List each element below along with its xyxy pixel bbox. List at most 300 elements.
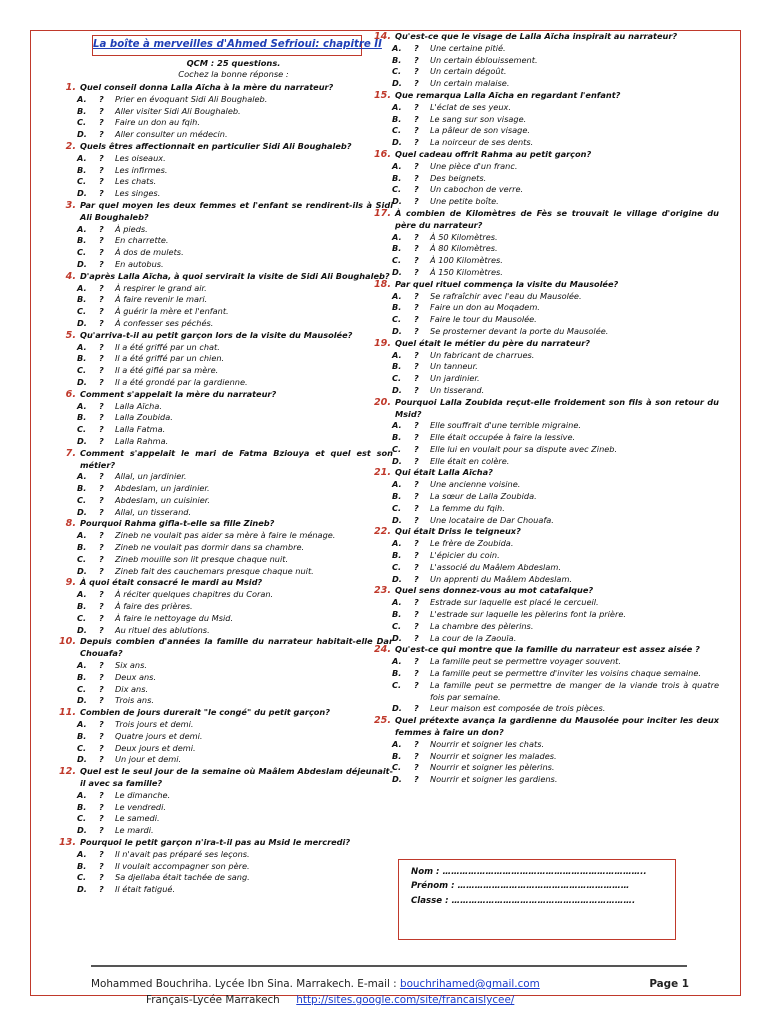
option-text: Une ancienne voisine. — [430, 479, 521, 490]
answer-option[interactable] — [77, 554, 393, 566]
answer-checkbox[interactable]: ? — [414, 502, 419, 513]
answer-checkbox[interactable]: ? — [414, 420, 419, 431]
answer-option[interactable] — [392, 102, 719, 114]
answer-option[interactable] — [392, 385, 719, 397]
answer-checkbox[interactable]: ? — [414, 314, 419, 325]
answer-option[interactable] — [392, 161, 719, 173]
question-11 — [59, 707, 393, 766]
answer-checkbox[interactable]: ? — [99, 506, 104, 517]
answer-checkbox[interactable]: ? — [99, 695, 104, 706]
answer-option[interactable] — [77, 283, 393, 295]
document-title: La boîte à merveilles d'Ahmed Sefrioui: chapitre II — [92, 35, 362, 56]
option-text: Nourrir et soigner les gardiens. — [430, 774, 558, 785]
author-email-link[interactable]: bouchrihamed@gmail.com — [399, 978, 540, 990]
question-14 — [374, 31, 719, 90]
answer-checkbox[interactable]: ? — [414, 703, 419, 714]
question-text: Qui était Lalla Aïcha? — [395, 467, 493, 478]
website-link[interactable]: http://sites.google.com/site/francaislycee/ — [296, 994, 515, 1006]
answer-options — [392, 291, 719, 338]
answer-option[interactable] — [392, 680, 719, 704]
answer-option[interactable] — [392, 173, 719, 185]
answer-checkbox[interactable]: ? — [414, 384, 419, 395]
answer-option[interactable] — [77, 589, 393, 601]
option-letter: D. — [392, 455, 402, 466]
answer-options — [392, 656, 719, 715]
answer-checkbox[interactable]: ? — [99, 117, 104, 128]
answer-checkbox[interactable]: ? — [414, 184, 419, 195]
answer-checkbox[interactable]: ? — [414, 573, 419, 584]
student-identity-box — [398, 859, 676, 940]
answer-option[interactable] — [392, 114, 719, 126]
answer-checkbox[interactable]: ? — [99, 317, 104, 328]
answer-option[interactable] — [77, 719, 393, 731]
option-text: Lalla Fatma. — [115, 424, 166, 435]
answer-option[interactable] — [392, 774, 719, 786]
answer-checkbox[interactable]: ? — [414, 443, 419, 454]
answer-option[interactable] — [77, 813, 393, 825]
answer-option[interactable] — [77, 353, 393, 365]
answer-checkbox[interactable]: ? — [99, 601, 104, 612]
answer-checkbox[interactable]: ? — [414, 42, 419, 53]
answer-option[interactable] — [77, 660, 393, 672]
answer-checkbox[interactable]: ? — [414, 750, 419, 761]
option-text: Elle lui en voulait pour sa dispute avec Zineb. — [430, 443, 618, 454]
answer-checkbox[interactable]: ? — [99, 435, 104, 446]
name-field[interactable]: Nom : …………………………………………………………….. — [411, 867, 647, 877]
answer-option[interactable] — [392, 243, 719, 255]
answer-checkbox[interactable]: ? — [99, 683, 104, 694]
answer-option[interactable] — [392, 267, 719, 279]
answer-option[interactable] — [77, 743, 393, 755]
answer-checkbox[interactable]: ? — [99, 376, 104, 387]
answer-checkbox[interactable]: ? — [99, 660, 104, 671]
question-20 — [374, 396, 719, 468]
option-letter: B. — [392, 550, 402, 561]
question-number: 18. — [374, 278, 391, 290]
option-text: Un apprenti du Maâlem Abdeslam. — [430, 573, 573, 584]
answer-checkbox[interactable]: ? — [99, 365, 104, 376]
answer-option[interactable] — [392, 762, 719, 774]
answer-checkbox[interactable]: ? — [414, 66, 419, 77]
answer-option[interactable] — [392, 515, 719, 527]
option-text: Elle était en colère. — [430, 455, 510, 466]
option-text: En autobus. — [115, 258, 164, 269]
question-text: D'après Lalla Aïcha, à quoi servirait la visite de Sidi Ali Boughaleb? — [80, 270, 390, 281]
question-text: Depuis combien d'années la famille du narrateur habitait-elle Dar Chouafa? — [80, 636, 393, 659]
answer-checkbox[interactable]: ? — [99, 93, 104, 104]
answer-checkbox[interactable]: ? — [414, 172, 419, 183]
firstname-field[interactable]: Prénom : …………………………………………………… — [411, 881, 630, 892]
answer-checkbox[interactable]: ? — [99, 848, 104, 859]
answer-checkbox[interactable]: ? — [99, 258, 104, 269]
option-text: Lalla Zoubida. — [115, 412, 173, 423]
answer-options — [77, 224, 393, 271]
option-text: Deux jours et demi. — [115, 742, 196, 753]
answer-option[interactable] — [77, 731, 393, 743]
answer-checkbox[interactable]: ? — [414, 738, 419, 749]
answer-option[interactable] — [392, 350, 719, 362]
option-letter: D. — [392, 703, 402, 714]
answer-option[interactable] — [392, 43, 719, 55]
option-text: Un fabricant de charrues. — [430, 349, 535, 360]
option-letter: B. — [392, 750, 402, 761]
answer-option[interactable] — [77, 471, 393, 483]
option-letter: C. — [392, 502, 402, 513]
answer-checkbox[interactable]: ? — [414, 455, 419, 466]
question-13 — [59, 837, 393, 896]
answer-checkbox[interactable]: ? — [99, 742, 104, 753]
answer-checkbox[interactable]: ? — [99, 247, 104, 258]
option-text: À faire des prières. — [115, 601, 193, 612]
option-letter: D. — [77, 754, 87, 765]
answer-option[interactable] — [392, 456, 719, 468]
answer-checkbox[interactable]: ? — [414, 160, 419, 171]
answer-checkbox[interactable]: ? — [414, 290, 419, 301]
answer-checkbox[interactable]: ? — [414, 609, 419, 620]
answer-checkbox[interactable]: ? — [99, 825, 104, 836]
option-letter: A. — [77, 400, 87, 411]
answer-checkbox[interactable]: ? — [414, 113, 419, 124]
answer-option[interactable] — [77, 672, 393, 684]
answer-checkbox[interactable]: ? — [414, 78, 419, 89]
answer-checkbox[interactable]: ? — [414, 302, 419, 313]
answer-option[interactable] — [77, 412, 393, 424]
answer-option[interactable] — [77, 542, 393, 554]
option-letter: D. — [77, 884, 87, 895]
option-text: Deux ans. — [115, 671, 157, 682]
question-text: Comment s'appelait le mari de Fatma Bziouya et quel est son métier? — [80, 447, 393, 470]
option-text: À 80 Kilomètres. — [430, 243, 498, 254]
option-text: Zineb mouille son lit presque chaque nuit. — [115, 553, 289, 564]
answer-checkbox[interactable]: ? — [414, 266, 419, 277]
question-number: 13. — [59, 837, 76, 848]
answer-option[interactable] — [392, 751, 719, 763]
question-number: 8. — [65, 518, 76, 530]
option-text: Une pièce d'un franc. — [430, 160, 518, 171]
answer-checkbox[interactable]: ? — [414, 491, 419, 502]
answer-option[interactable] — [392, 703, 719, 715]
answer-option[interactable] — [392, 302, 719, 314]
answer-checkbox[interactable]: ? — [414, 561, 419, 572]
option-text: À 100 Kilomètres. — [430, 255, 503, 266]
option-text: À faire le nettoyage du Msid. — [115, 612, 234, 623]
answer-option[interactable] — [77, 507, 393, 519]
answer-options — [392, 350, 719, 397]
answer-checkbox[interactable]: ? — [99, 129, 104, 140]
answer-checkbox[interactable]: ? — [99, 105, 104, 116]
answer-options — [77, 401, 393, 448]
answer-checkbox[interactable]: ? — [99, 164, 104, 175]
answer-option[interactable] — [77, 495, 393, 507]
answer-option[interactable] — [392, 739, 719, 751]
option-letter: D. — [77, 565, 87, 576]
answer-checkbox[interactable]: ? — [414, 656, 419, 667]
answer-option[interactable] — [77, 790, 393, 802]
answer-checkbox[interactable]: ? — [99, 860, 104, 871]
quiz-instruction: Cochez la bonne réponse : — [178, 69, 289, 79]
option-text: Allal, un jardinier. — [115, 471, 187, 482]
answer-checkbox[interactable]: ? — [99, 754, 104, 765]
answer-option[interactable] — [392, 361, 719, 373]
answer-checkbox[interactable]: ? — [99, 235, 104, 246]
answer-option[interactable] — [77, 601, 393, 613]
answer-option[interactable] — [77, 188, 393, 200]
answer-option[interactable] — [392, 656, 719, 668]
answer-checkbox[interactable]: ? — [414, 54, 419, 65]
answer-checkbox[interactable]: ? — [414, 432, 419, 443]
answer-option[interactable] — [392, 373, 719, 385]
answer-option[interactable] — [392, 479, 719, 491]
answer-checkbox[interactable]: ? — [414, 774, 419, 785]
question-number: 25. — [374, 715, 391, 727]
answer-checkbox[interactable]: ? — [99, 730, 104, 741]
answer-checkbox[interactable]: ? — [414, 620, 419, 631]
option-letter: A. — [77, 530, 87, 541]
option-text: Sa djellaba était tachée de sang. — [115, 872, 250, 883]
option-letter: D. — [392, 325, 402, 336]
answer-checkbox[interactable]: ? — [99, 412, 104, 423]
answer-checkbox[interactable]: ? — [99, 612, 104, 623]
answer-option[interactable] — [77, 613, 393, 625]
answer-checkbox[interactable]: ? — [414, 514, 419, 525]
answer-option[interactable] — [77, 342, 393, 354]
question-number: 1. — [65, 82, 76, 93]
answer-option[interactable] — [77, 294, 393, 306]
answer-option[interactable] — [77, 224, 393, 236]
answer-option[interactable] — [77, 106, 393, 118]
answer-checkbox[interactable]: ? — [99, 424, 104, 435]
answer-option[interactable] — [77, 884, 393, 896]
answer-option[interactable] — [77, 153, 393, 165]
answer-option[interactable] — [392, 574, 719, 586]
answer-option[interactable] — [77, 483, 393, 495]
answer-option[interactable] — [77, 849, 393, 861]
question-number: 7. — [65, 447, 76, 459]
answer-option[interactable] — [77, 861, 393, 873]
answer-checkbox[interactable]: ? — [99, 494, 104, 505]
answer-checkbox[interactable]: ? — [99, 223, 104, 234]
answer-option[interactable] — [77, 117, 393, 129]
question-23 — [374, 585, 719, 644]
answer-options — [392, 161, 719, 208]
answer-option[interactable] — [77, 306, 393, 318]
answer-option[interactable] — [392, 609, 719, 621]
answer-option[interactable] — [392, 125, 719, 137]
answer-option[interactable] — [392, 444, 719, 456]
question-number: 14. — [374, 31, 391, 42]
question-number: 6. — [65, 388, 76, 400]
answer-option[interactable] — [392, 196, 719, 208]
option-letter: C. — [392, 679, 402, 690]
answer-checkbox[interactable]: ? — [99, 483, 104, 494]
answer-checkbox[interactable]: ? — [99, 589, 104, 600]
answer-option[interactable] — [77, 318, 393, 330]
option-letter: D. — [77, 506, 87, 517]
answer-option[interactable] — [77, 684, 393, 696]
answer-option[interactable] — [392, 78, 719, 90]
answer-checkbox[interactable]: ? — [99, 188, 104, 199]
question-text: Pourquoi le petit garçon n'ira-t-il pas au Msid le mercredi? — [80, 837, 351, 847]
answer-options — [392, 102, 719, 149]
option-letter: B. — [77, 164, 87, 175]
answer-option[interactable] — [77, 436, 393, 448]
answer-checkbox[interactable]: ? — [99, 152, 104, 163]
answer-checkbox[interactable]: ? — [414, 479, 419, 490]
answer-option[interactable] — [392, 538, 719, 550]
option-text: La pâleur de son visage. — [430, 125, 531, 136]
answer-option[interactable] — [392, 621, 719, 633]
answer-option[interactable] — [77, 176, 393, 188]
answer-checkbox[interactable]: ? — [99, 789, 104, 800]
answer-checkbox[interactable]: ? — [99, 624, 104, 635]
option-letter: C. — [77, 424, 87, 435]
option-letter: D. — [77, 825, 87, 836]
answer-checkbox[interactable]: ? — [414, 137, 419, 148]
option-text: Une petite boîte. — [430, 196, 499, 207]
answer-checkbox[interactable]: ? — [414, 349, 419, 360]
answer-option[interactable] — [392, 633, 719, 645]
answer-checkbox[interactable]: ? — [414, 325, 419, 336]
answer-checkbox[interactable]: ? — [414, 196, 419, 207]
answer-option[interactable] — [77, 424, 393, 436]
answer-option[interactable] — [77, 94, 393, 106]
option-letter: D. — [392, 266, 402, 277]
answer-checkbox[interactable]: ? — [414, 632, 419, 643]
answer-checkbox[interactable]: ? — [99, 400, 104, 411]
answer-checkbox[interactable]: ? — [414, 762, 419, 773]
option-letter: B. — [77, 412, 87, 423]
option-text: L'associé du Maâlem Abdeslam. — [430, 561, 561, 572]
answer-checkbox[interactable]: ? — [99, 872, 104, 883]
answer-checkbox[interactable]: ? — [99, 306, 104, 317]
option-letter: D. — [392, 514, 402, 525]
answer-checkbox[interactable]: ? — [99, 282, 104, 293]
question-text: À quoi était consacré le mardi au Msid? — [80, 577, 263, 588]
answer-option[interactable] — [77, 401, 393, 413]
answer-checkbox[interactable]: ? — [99, 565, 104, 576]
option-letter: C. — [77, 365, 87, 376]
answer-option[interactable] — [77, 754, 393, 766]
answer-checkbox[interactable]: ? — [99, 530, 104, 541]
answer-option[interactable] — [77, 625, 393, 637]
option-text: Les infirmes. — [115, 164, 168, 175]
option-text: Un certain éblouissement. — [430, 54, 538, 65]
answer-checkbox[interactable]: ? — [414, 679, 419, 690]
answer-option[interactable] — [77, 695, 393, 707]
answer-checkbox[interactable]: ? — [414, 101, 419, 112]
answer-option[interactable] — [392, 291, 719, 303]
answer-options — [77, 589, 393, 636]
answer-option[interactable] — [392, 255, 719, 267]
answer-checkbox[interactable]: ? — [99, 801, 104, 812]
answer-option[interactable] — [392, 420, 719, 432]
answer-checkbox[interactable]: ? — [414, 668, 419, 679]
option-letter: B. — [392, 432, 402, 443]
option-text: Leur maison est composée de trois pièces. — [430, 703, 606, 714]
answer-checkbox[interactable]: ? — [414, 125, 419, 136]
answer-option[interactable] — [392, 597, 719, 609]
answer-checkbox[interactable]: ? — [99, 542, 104, 553]
answer-option[interactable] — [392, 491, 719, 503]
answer-checkbox[interactable]: ? — [99, 341, 104, 352]
class-field[interactable]: Classe : ………………………………………………………. — [411, 895, 636, 906]
answer-option[interactable] — [77, 235, 393, 247]
answer-option[interactable] — [77, 872, 393, 884]
answer-option[interactable] — [77, 165, 393, 177]
answer-option[interactable] — [77, 377, 393, 389]
answer-checkbox[interactable]: ? — [99, 884, 104, 895]
answer-checkbox[interactable]: ? — [414, 373, 419, 384]
option-text: Aller consulter un médecin. — [115, 129, 228, 140]
answer-option[interactable] — [392, 432, 719, 444]
answer-checkbox[interactable]: ? — [414, 231, 419, 242]
option-letter: B. — [77, 483, 87, 494]
answer-option[interactable] — [392, 668, 719, 680]
answer-checkbox[interactable]: ? — [99, 553, 104, 564]
answer-checkbox[interactable]: ? — [99, 176, 104, 187]
answer-option[interactable] — [392, 137, 719, 149]
question-3 — [65, 199, 393, 271]
answer-checkbox[interactable]: ? — [414, 243, 419, 254]
option-text: Il a été griffé par un chien. — [115, 353, 225, 364]
answer-option[interactable] — [77, 247, 393, 259]
option-text: Abdeslam, un jardinier. — [115, 483, 210, 494]
answer-checkbox[interactable]: ? — [99, 353, 104, 364]
option-letter: B. — [392, 113, 402, 124]
page-number: Page 1 — [649, 978, 689, 990]
answer-option[interactable] — [392, 66, 719, 78]
answer-option[interactable] — [392, 184, 719, 196]
answer-option[interactable] — [77, 566, 393, 578]
answer-checkbox[interactable]: ? — [414, 597, 419, 608]
answer-checkbox[interactable]: ? — [99, 671, 104, 682]
option-text: L'épicier du coin. — [430, 550, 500, 561]
answer-option[interactable] — [392, 232, 719, 244]
answer-option[interactable] — [392, 314, 719, 326]
answer-option[interactable] — [392, 562, 719, 574]
question-number: 12. — [59, 766, 76, 778]
answer-option[interactable] — [77, 530, 393, 542]
answer-option[interactable] — [392, 326, 719, 338]
option-letter: C. — [392, 125, 402, 136]
answer-checkbox[interactable]: ? — [99, 294, 104, 305]
answer-option[interactable] — [392, 550, 719, 562]
question-text: Quels êtres affectionnait en particulier Sidi Ali Boughaleb? — [80, 140, 352, 151]
answer-checkbox[interactable]: ? — [99, 471, 104, 482]
answer-checkbox[interactable]: ? — [414, 538, 419, 549]
answer-checkbox[interactable]: ? — [414, 361, 419, 372]
answer-checkbox[interactable]: ? — [414, 255, 419, 266]
answer-checkbox[interactable]: ? — [99, 719, 104, 730]
option-text: Au rituel des ablutions. — [115, 624, 210, 635]
option-text: La noirceur de ses dents. — [430, 137, 534, 148]
answer-option[interactable] — [77, 825, 393, 837]
option-letter: C. — [392, 66, 402, 77]
option-letter: D. — [392, 573, 402, 584]
option-text: Un cabochon de verre. — [430, 184, 524, 195]
answer-options — [392, 538, 719, 585]
answer-option[interactable] — [392, 55, 719, 67]
answer-checkbox[interactable]: ? — [414, 550, 419, 561]
answer-option[interactable] — [77, 259, 393, 271]
answer-option[interactable] — [392, 503, 719, 515]
question-text: Qui était Driss le teigneux? — [395, 526, 521, 537]
answer-checkbox[interactable]: ? — [99, 813, 104, 824]
answer-option[interactable] — [77, 129, 393, 141]
answer-option[interactable] — [77, 365, 393, 377]
option-letter: D. — [77, 129, 87, 140]
answer-option[interactable] — [77, 802, 393, 814]
